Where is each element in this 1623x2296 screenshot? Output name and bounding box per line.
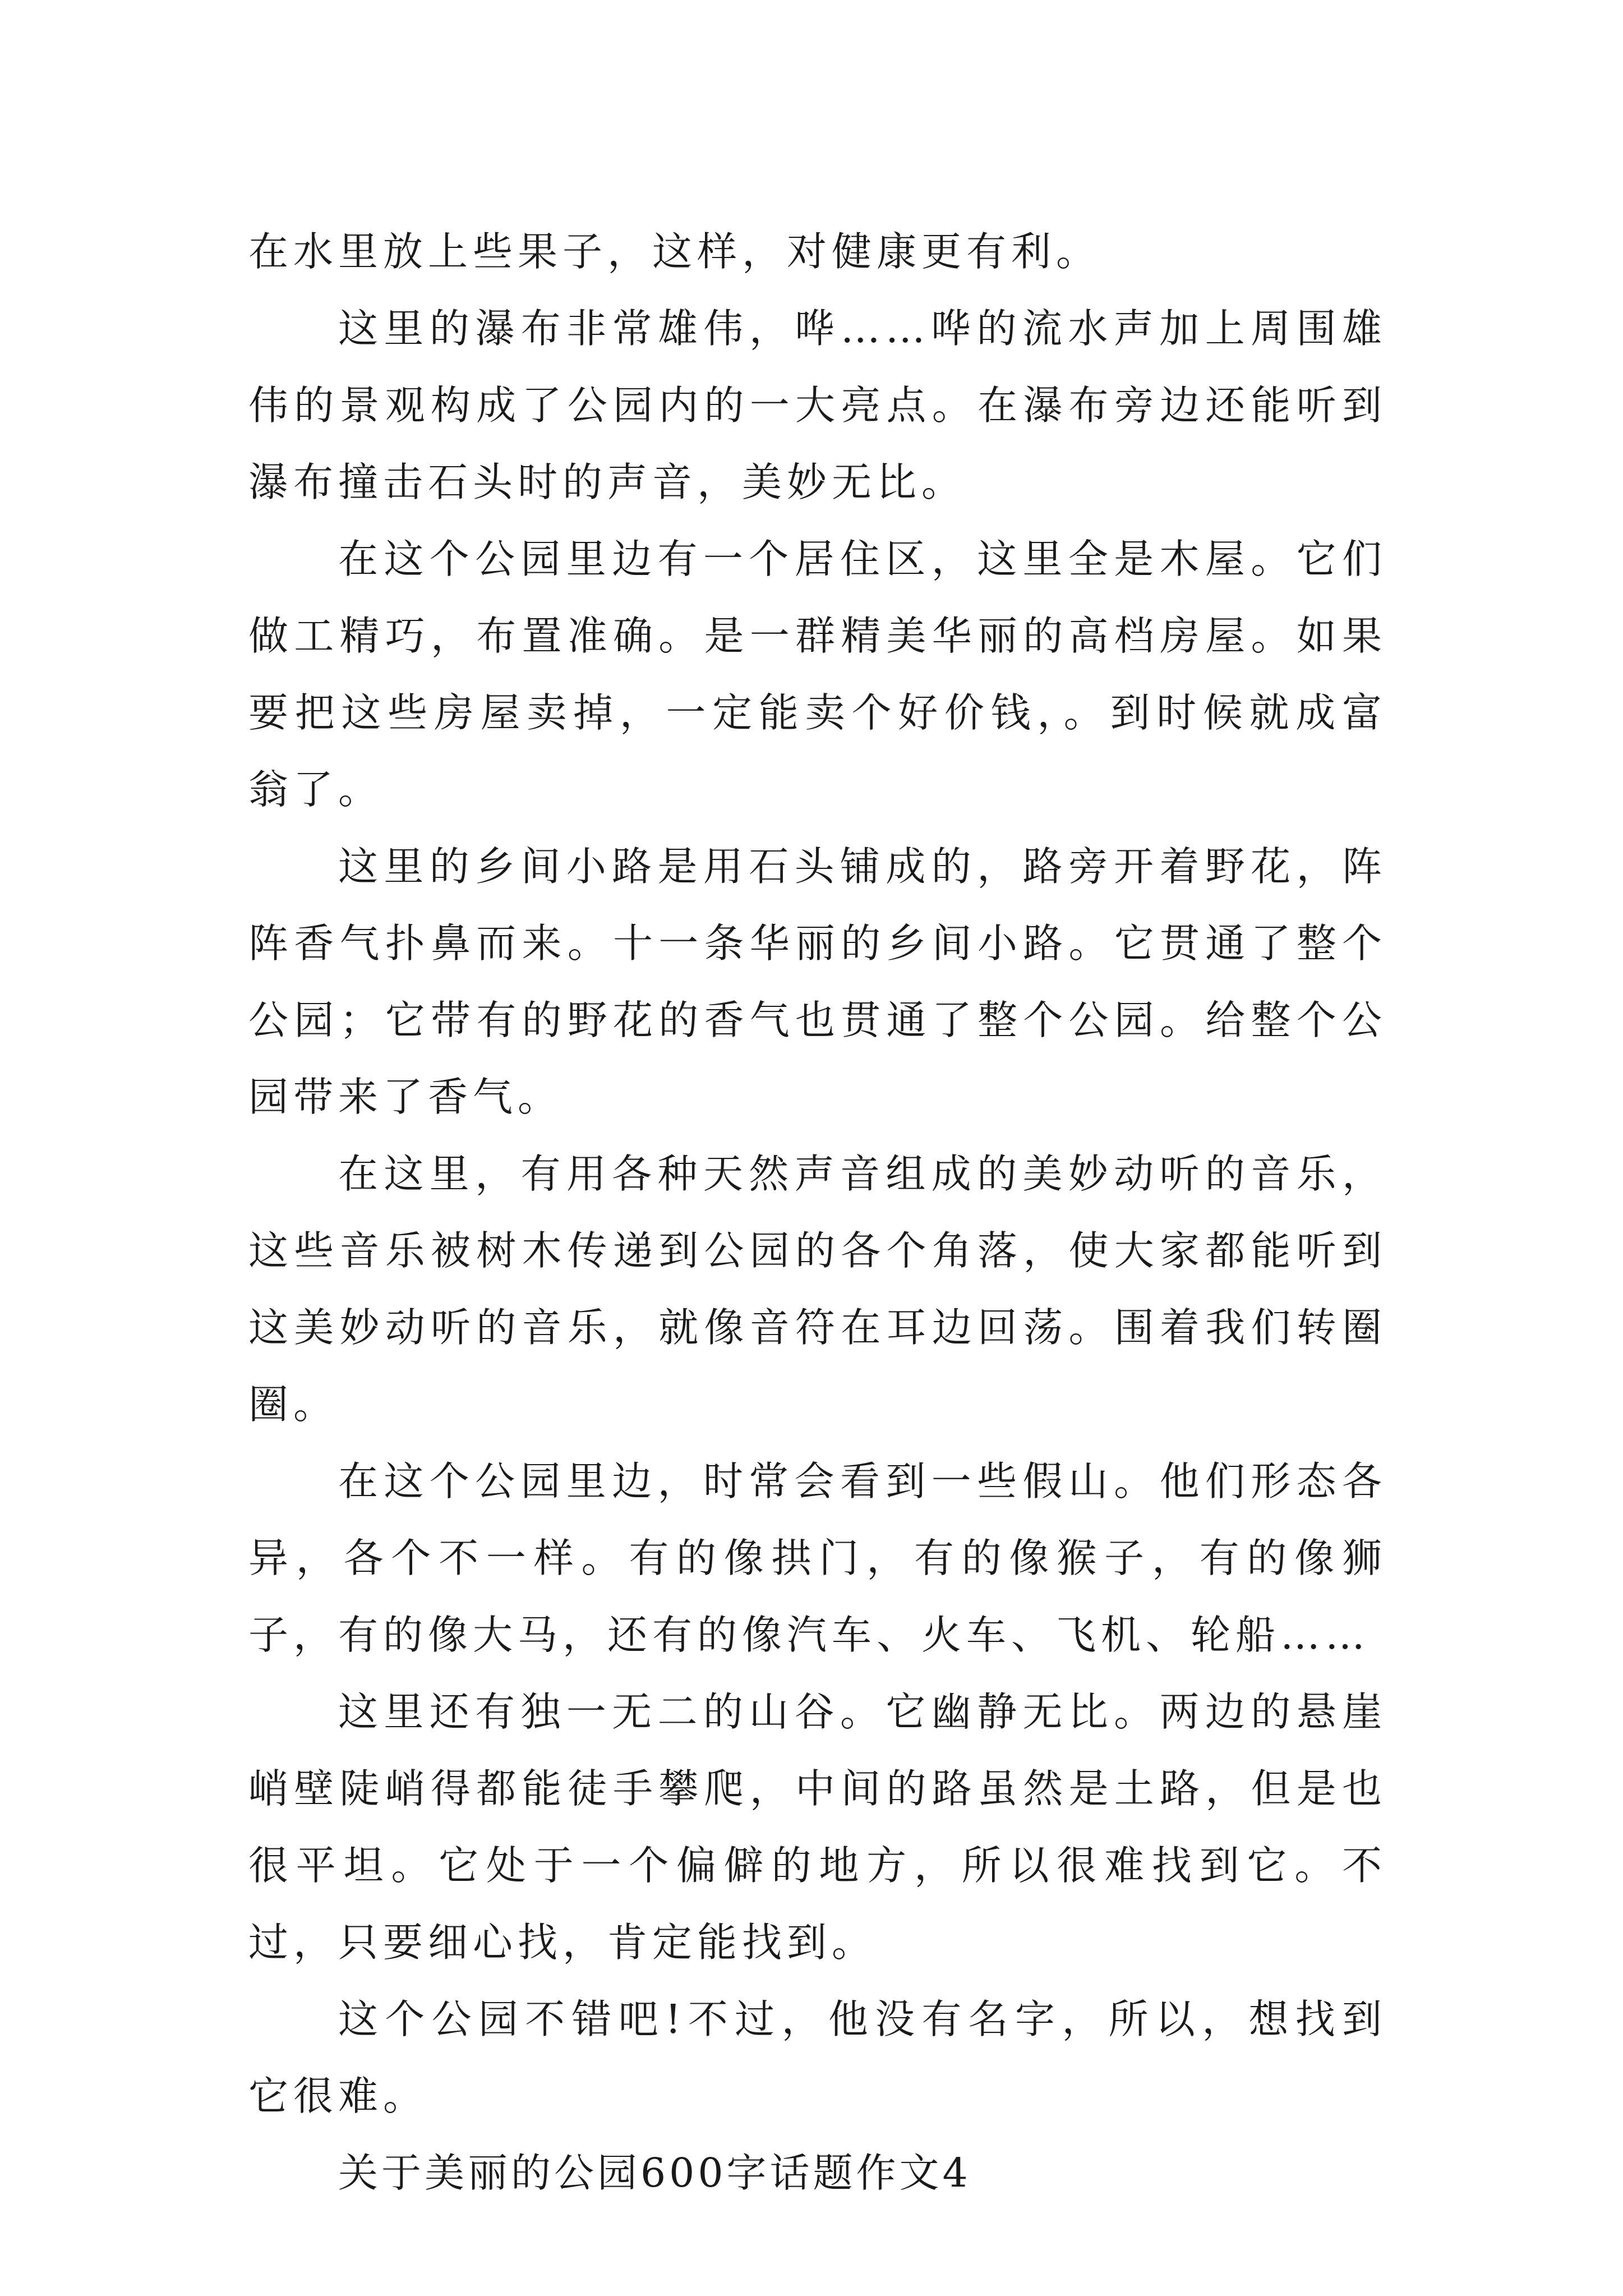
paragraph-waterfall: 这里的瀑布非常雄伟，哗……哗的流水声加上周围雄伟的景观构成了公园内的一大亮点。在瀑布旁边还能听到瀑布撞击石头时的声音，美妙无比。 — [248, 305, 1387, 505]
paragraph-conclusion: 这个公园不错吧!不过，他没有名字，所以，想找到它很难。 — [248, 1996, 1387, 2119]
paragraph-continuation: 在水里放上些果子，这样，对健康更有利。 — [248, 228, 1101, 275]
paragraph-residential-area: 在这个公园里边有一个居住区，这里全是木屋。它们做工精巧，布置准确。是一群精美华丽的高档房屋。如果要把这些房屋卖掉，一定能卖个好价钱，。到时候就成富翁了。 — [248, 536, 1387, 813]
paragraph-valley: 这里还有独一无二的山谷。它幽静无比。两边的悬崖峭壁陡峭得都能徒手攀爬，中间的路虽然是土路，但是也很平坦。它处于一个偏僻的地方，所以很难找到它。不过，只要细心找，肯定能找到。 — [248, 1688, 1387, 1966]
paragraph-nature-music: 在这里，有用各种天然声音组成的美妙动听的音乐，这些音乐被树木传递到公园的各个角落，使大家都能听到这美妙动听的音乐，就像音符在耳边回荡。围着我们转圈圈。 — [248, 1151, 1387, 1428]
paragraph-rockery: 在这个公园里边，时常会看到一些假山。他们形态各异，各个不一样。有的像拱门，有的像猴子，有的像狮子，有的像大马，还有的像汽车、火车、飞机、轮船…… — [248, 1458, 1387, 1658]
essay-heading: 关于美丽的公园600字话题作文4 — [338, 2150, 971, 2196]
paragraph-country-path: 这里的乡间小路是用石头铺成的，路旁开着野花，阵阵香气扑鼻而来。十一条华丽的乡间小路。它贯通了整个公园；它带有的野花的香气也贯通了整个公园。给整个公园带来了香气。 — [248, 843, 1387, 1120]
document-body — [248, 213, 1387, 2211]
